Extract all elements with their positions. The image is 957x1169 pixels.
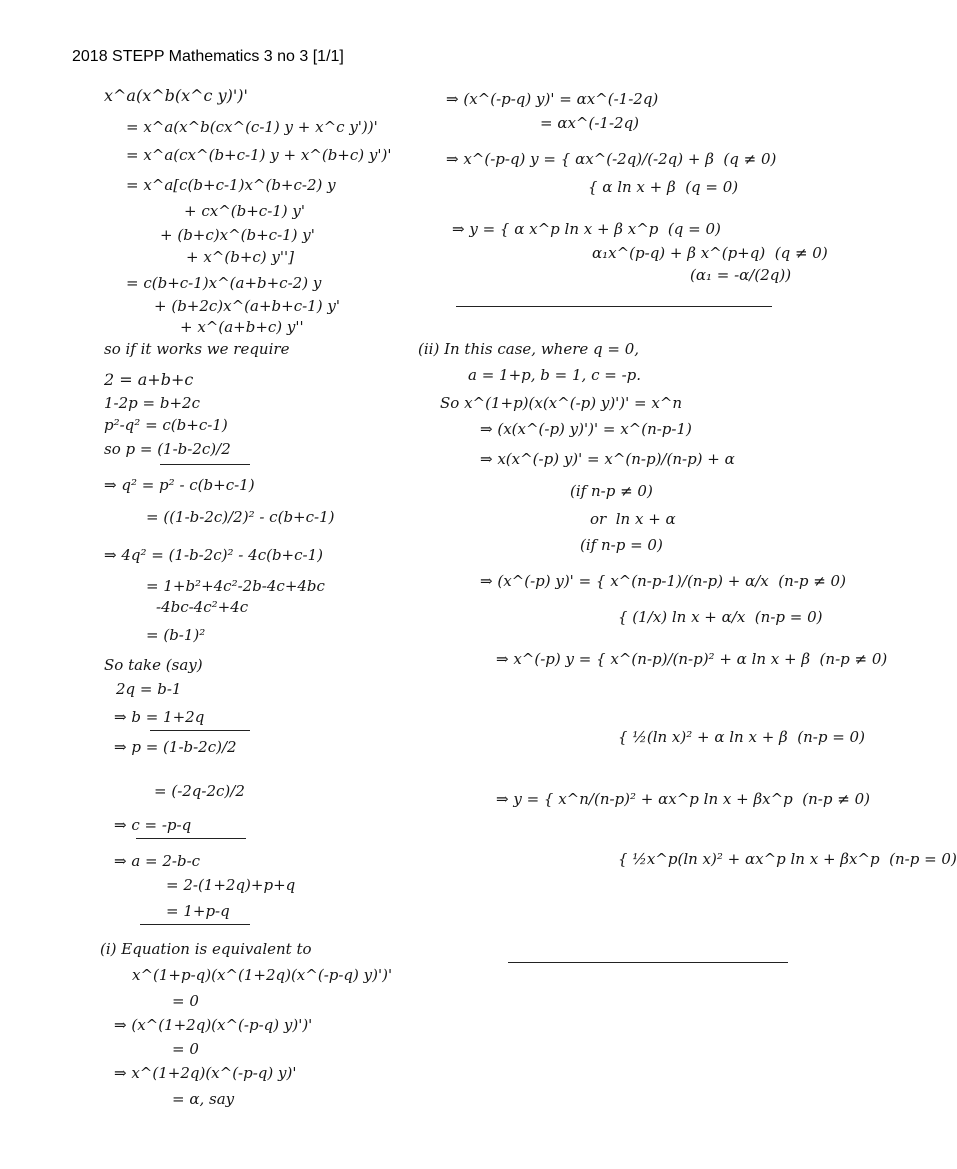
math-line: = α, say — [172, 1090, 235, 1108]
math-line: + cx^(b+c-1) y' — [184, 202, 306, 220]
math-line: ⇒ 4q² = (1-b-2c)² - 4c(b+c-1) — [104, 546, 323, 564]
separator-line — [456, 306, 772, 307]
math-line: ⇒ p = (1-b-2c)/2 — [114, 738, 237, 756]
math-line: ⇒ (x(x^(-p) y)')' = x^(n-p-1) — [480, 420, 692, 438]
math-line: = 1+p-q — [166, 902, 230, 920]
math-line: 1-2p = b+2c — [104, 394, 200, 412]
math-line: + (b+2c)x^(a+b+c-1) y' — [154, 297, 340, 315]
math-line: { α ln x + β (q = 0) — [588, 178, 739, 196]
math-line: x^(1+p-q)(x^(1+2q)(x^(-p-q) y)')' — [132, 966, 393, 984]
separator-line — [508, 962, 788, 963]
math-line: p²-q² = c(b+c-1) — [104, 416, 228, 434]
math-line: So x^(1+p)(x(x^(-p) y)')' = x^n — [440, 394, 683, 412]
math-line: ⇒ x(x^(-p) y)' = x^(n-p)/(n-p) + α — [480, 450, 735, 468]
math-line: = 0 — [172, 992, 199, 1010]
math-line: 2q = b-1 — [116, 680, 182, 698]
math-line: (i) Equation is equivalent to — [100, 940, 312, 958]
math-line: so p = (1-b-2c)/2 — [104, 440, 231, 458]
math-line: = x^a[c(b+c-1)x^(b+c-2) y — [126, 176, 336, 194]
math-line: or ln x + α — [590, 510, 676, 528]
math-line: + x^(a+b+c) y'' — [180, 318, 304, 336]
math-line: So take (say) — [104, 656, 203, 674]
math-line: ⇒ q² = p² - c(b+c-1) — [104, 476, 255, 494]
math-line: ⇒ x^(-p-q) y = { αx^(-2q)/(-2q) + β (q ≠ 0) — [446, 150, 777, 168]
math-line: + (b+c)x^(b+c-1) y' — [160, 226, 315, 244]
math-line: { (1/x) ln x + α/x (n-p = 0) — [618, 608, 823, 626]
math-line: = (-2q-2c)/2 — [154, 782, 245, 800]
underline — [150, 730, 250, 731]
math-line: ⇒ y = { α x^p ln x + β x^p (q = 0) — [452, 220, 721, 238]
math-line: (if n-p = 0) — [580, 536, 663, 554]
underline — [140, 924, 250, 925]
math-line: 2 = a+b+c — [104, 370, 194, 389]
math-line: (ii) In this case, where q = 0, — [418, 340, 640, 358]
math-line: = 1+b²+4c²-2b-4c+4bc — [146, 577, 325, 595]
math-line: { ½x^p(ln x)² + αx^p ln x + βx^p (n-p = 0) — [618, 850, 957, 868]
math-line: = (b-1)² — [146, 626, 206, 644]
math-line: a = 1+p, b = 1, c = -p. — [468, 366, 642, 384]
math-line: so if it works we require — [104, 340, 290, 358]
math-line: { ½(ln x)² + α ln x + β (n-p = 0) — [618, 728, 865, 746]
math-line: ⇒ c = -p-q — [114, 816, 192, 834]
math-line: ⇒ x^(1+2q)(x^(-p-q) y)' — [114, 1064, 297, 1082]
math-line: ⇒ (x^(-p) y)' = { x^(n-p-1)/(n-p) + α/x (n-p ≠ 0) — [480, 572, 846, 590]
math-line: ⇒ (x^(-p-q) y)' = αx^(-1-2q) — [446, 90, 659, 108]
math-line: α₁x^(p-q) + β x^(p+q) (q ≠ 0) — [592, 244, 828, 262]
math-line: -4bc-4c²+4c — [156, 598, 249, 616]
underline — [136, 838, 246, 839]
math-line: ⇒ b = 1+2q — [114, 708, 205, 726]
math-line: ⇒ a = 2-b-c — [114, 852, 201, 870]
math-line: x^a(x^b(x^c y)')' — [104, 86, 248, 105]
math-line: = αx^(-1-2q) — [540, 114, 640, 132]
math-line: (α₁ = -α/(2q)) — [690, 266, 792, 284]
underline — [160, 464, 250, 465]
math-line: = c(b+c-1)x^(a+b+c-2) y — [126, 274, 322, 292]
math-line: = x^a(x^b(cx^(c-1) y + x^c y'))' — [126, 118, 378, 136]
math-line: = 0 — [172, 1040, 199, 1058]
math-line: = x^a(cx^(b+c-1) y + x^(b+c) y')' — [126, 146, 392, 164]
math-line: + x^(b+c) y''] — [186, 248, 294, 266]
page-title: 2018 STEPP Mathematics 3 no 3 [1/1] — [72, 48, 344, 65]
math-line: ⇒ x^(-p) y = { x^(n-p)/(n-p)² + α ln x + β (n-p ≠ 0) — [496, 650, 888, 668]
math-line: ⇒ y = { x^n/(n-p)² + αx^p ln x + βx^p (n-p ≠ 0) — [496, 790, 870, 808]
math-line: = 2-(1+2q)+p+q — [166, 876, 296, 894]
math-line: (if n-p ≠ 0) — [570, 482, 653, 500]
math-line: ⇒ (x^(1+2q)(x^(-p-q) y)')' — [114, 1016, 313, 1034]
math-line: = ((1-b-2c)/2)² - c(b+c-1) — [146, 508, 335, 526]
